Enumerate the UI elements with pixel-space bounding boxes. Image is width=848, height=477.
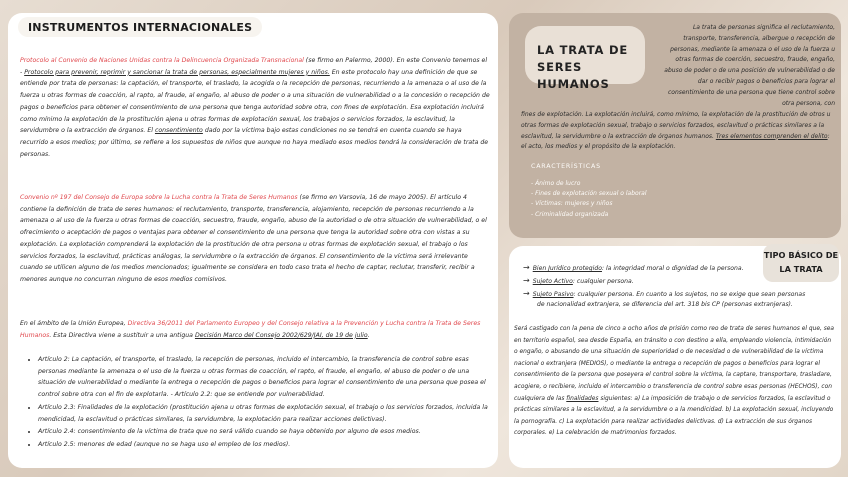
paragraph-text: En este protocolo hay una definición de que se entiende por trata de personas: la captación, el transporte, el traslado, la acogida o la recepción de personas, recurriendo a la amenaza o al uso de la fuerza u otras formas de coacción, al rapto, al fraude, al engaño, al abuso de poder o a una situación de vulnerabilidad o a la concesión o recepción de pagos o beneficios para obtener el consentimiento de una persona que tenga autoridad sobre otra, con fines de explotación. Esa explotación incluirá como mínimo la explotación de la prostitución ajena u otras formas de explotación sexual, los trabajos o servicios forzados, la esclavitud, la servidumbre o la extracción de órganos. El <box>20 68 490 135</box>
paragraph-text: siguientes: a) La imposición de trabajo o de servicios forzados, la esclavitud o prácticas similares a la esclavitud, a la servidumbre o a la mendicidad. b) La explotación sexual, incluyendo la pornografía. c) La explotación para realizar actividades delictivas. d) La extracción de sus órganos corporales. e) La celebración de matrimonios forzados. <box>514 395 834 437</box>
list-item <box>523 275 763 288</box>
list-item: - Criminalidad organizada <box>531 210 609 218</box>
trata-title: LA TRATA DE SERES HUMANOS <box>525 26 645 84</box>
paragraph-text: . <box>367 331 370 339</box>
arrow-right-icon: → <box>523 263 530 272</box>
paragraph-text: : el acto, los medios y el propósito de la explotación. <box>521 132 830 151</box>
item-text: : la integridad moral o dignidad de la persona. <box>601 265 744 272</box>
list-item: • Artículo 2.5: menores de edad (aunque no se haga uso el empleo de los medios). <box>38 439 498 451</box>
palermo-protocol-name: Protocolo al Convenio de Naciones Unidas contra la Delincuencia Organizada Transnacional <box>20 57 304 64</box>
list-item: • Artículo 2: La captación, el transporte, el traslado, la recepción de personas, incluido el intercambio, la transferencia de control sobre esas personas mediante la amenaza o el uso de la fuerza u otras formas de coacción, el rapto, el fraude, el engaño, el abuso de poder o de una situación de vulnerabilidad o mediante la entrega o recepción de pagos o beneficios para lograr el consentimiento de una persona que posea el control sobre otra con el fin de explotarla. - Artículo 2.2: que se entiende por vulnerabilidad. <box>38 354 498 401</box>
list-item: - Fines de explotación sexual o laboral <box>531 190 647 198</box>
ue-directive-paragraph <box>20 318 490 341</box>
convenio-197-name: Convenio nº 197 del Consejo de Europa sobre la Lucha contra la Trata de Seres Humanos <box>20 194 298 201</box>
tipo-elements-list <box>523 262 806 301</box>
item-label: Sujeto Activo <box>532 278 573 285</box>
definition-continuation <box>521 110 833 153</box>
paragraph-text: dado por la víctima bajo estas condiciones no se tendrá en cuenta cuando se haya recurrido a esos medios; por último, se refiere a los supuestos de niños que aunque no haya mediado esos medios tendrá la consideración de trata de personas. <box>20 127 489 158</box>
item-text: : cualquier persona. En cuanto a los sujetos, no se exige que sean personas <box>573 291 806 298</box>
decision-marco-underlined: Decisión Marco del Consejo 2002/629/JAI, de 19 de julio <box>194 331 368 339</box>
palermo-protocol-paragraph <box>20 55 490 160</box>
sujeto-pasivo-continuation: de nacionalidad extranjera, se diferencia del art. 318 bis CP (personas extranjeras). <box>537 301 793 308</box>
definition-intro: La trata de personas significa el reclutamiento, transporte, transferencia, albergue o recepción de personas, mediante la amenaza o el uso de la fuerza u otras formas de coerción, secuestro, fraude, engaño, abuso de poder o de una posición de vulnerabilidad o de dar o recibir pagos o beneficios para lograr el consentimiento de una persona que tiene control sobre otra persona, con <box>664 24 835 107</box>
paragraph-text: Será castigado con la pena de cinco a ocho años de prisión como reo de trata de seres humanos el que, sea en territorio español, sea desde España, en tránsito o con destino a ella, empleando violencia, intimidación o engaño, o abusando de una situación de superioridad o de necesidad o de vulnerabilidad de la víctima nacional o extranjera (MEDIOS), o mediante la entrega o recepción de pagos o beneficios para lograr el consentimiento de la persona que poseyera el control sobre la víctima, la captare, transportare, trasladare, acogiere, o recibiere, incluido el intercambio o transferencia de control sobre esas personas (HECHOS), con cualquiera de las <box>514 326 835 402</box>
paragraph-text: (se firmo en Varsovia, 16 de mayo 2005). El artículo 4 contiene la definición de trata de seres humanos: el reclutamiento, transporte, transferencia, alojamiento, recepción de personas recurriendo a la amenaza o al uso de la fuerza u otras formas de coacción, secuestro, fraude, engaño, abuso de la autoridad o de otra situación de vulnerabilidad, o el ofrecimiento o aceptación de pagos o ventajas para obtener el consentimiento de una persona que tenga la autoridad sobre otra con vistas a su explotación. La explotación comprenderá la explotación de la prostitución de otra persona u otras formas de explotación sexual, el trabajo o los servicios forzados, la esclavitud, prácticas análogas, la servidumbre o la extracción de órganos. El consentimiento de la víctima será irrelevante cuando se utilicen alguno de los medios mencionados; igualmente se considera en todo caso trata el hecho de captar, reclutar, transferir, recibir a menores aunque no concurran ninguno de esos medios comisivos. <box>20 194 487 283</box>
arrow-right-icon: → <box>523 276 530 285</box>
instrumentos-internacionales-card <box>8 13 498 468</box>
directiva-36-2011-name: Directiva 36/2011 del Parlamento Europeo y del Consejo relativa a la Prevención y Lucha contra la Trata de Seres Humanos <box>20 320 481 339</box>
arrow-right-icon: → <box>523 289 530 298</box>
directive-articles-list <box>26 354 498 452</box>
tipo-basico-card <box>509 246 841 468</box>
item-label: Bien Jurídico protegido <box>532 265 602 272</box>
characteristics-list <box>531 179 647 220</box>
varsovia-convention-paragraph <box>20 192 490 286</box>
trata-definition-card <box>509 13 841 238</box>
tres-elementos-underlined: Tres elementos comprenden el delito <box>715 132 828 140</box>
paragraph-text: . Esta Directiva viene a sustituir a una antigua <box>49 331 195 339</box>
list-item: - Víctimas: mujeres y niños <box>531 200 613 208</box>
section-title: INSTRUMENTOS INTERNACIONALES <box>18 17 262 37</box>
characteristics-heading: CARACTERÍSTICAS <box>531 163 601 170</box>
list-item: • Artículo 2.4: consentimiento de la víctima de trata que no será válido cuando se haya obtenido por alguno de esos medios. <box>38 426 498 438</box>
item-text: : cualquier persona. <box>572 278 634 285</box>
protocol-title-underlined: Protocolo para prevenir, reprimir y sancionar la trata de personas, especialmente mujeres y niños. <box>24 68 330 76</box>
finalidades-underlined: finalidades <box>566 395 599 402</box>
list-item: - Ánimo de lucro <box>531 180 581 187</box>
paragraph-text: (se firmo en Palermo, 2000). En este Convenio tenemos el - <box>20 57 488 76</box>
tipo-basico-body <box>514 324 836 440</box>
paragraph-text: En el ámbito de la Unión Europea, <box>20 320 128 327</box>
tipo-basico-badge: TIPO BÁSICO DE LA TRATA <box>763 244 839 282</box>
list-item <box>523 262 763 275</box>
paragraph-text: fines de explotación. La explotación incluirá, como mínimo, la explotación de la prostitución de otros u otras formas de explotación sexual, trabajo o servicios forzados, esclavitud o prácticas similares a la esclavitud, la servidumbre o la extracción de órganos humanos. <box>521 111 831 140</box>
list-item: • Artículo 2.3: Finalidades de la explotación (prostitución ajena u otras formas de explotación sexual, el trabajo o los servicios forzados, incluida la mendicidad, la esclavitud o prácticas similares, la servidumbre, la explotación para realizar acciones delictivas). <box>38 402 498 425</box>
item-label: Sujeto Pasivo <box>532 291 574 298</box>
consentimiento-underlined: consentimiento <box>154 127 203 135</box>
